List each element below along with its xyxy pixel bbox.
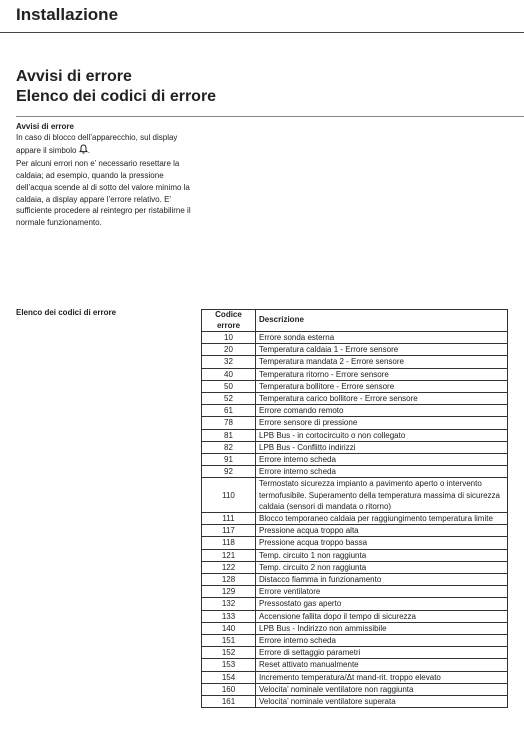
error-code-cell: 161 xyxy=(202,696,256,708)
error-code-cell: 78 xyxy=(202,417,256,429)
table-row xyxy=(202,647,508,659)
error-description-cell: Errore interno scheda xyxy=(256,466,508,478)
table-row xyxy=(202,610,508,622)
error-description-cell: LPB Bus - Indirizzo non ammissibile xyxy=(256,622,508,634)
error-code-cell: 111 xyxy=(202,513,256,525)
error-description-cell: Temp. circuito 2 non raggiunta xyxy=(256,561,508,573)
error-code-cell: 122 xyxy=(202,561,256,573)
table-row xyxy=(202,561,508,573)
table-header-row xyxy=(202,310,508,332)
error-description-cell: Temperatura carico bollitore - Errore sensore xyxy=(256,393,508,405)
table-row xyxy=(202,368,508,380)
table-row xyxy=(202,393,508,405)
error-code-cell: 132 xyxy=(202,598,256,610)
error-code-cell: 32 xyxy=(202,356,256,368)
table-row xyxy=(202,671,508,683)
error-code-cell: 50 xyxy=(202,380,256,392)
error-description-cell: Pressione acqua troppo bassa xyxy=(256,537,508,549)
error-code-cell: 61 xyxy=(202,405,256,417)
table-row xyxy=(202,549,508,561)
error-description-cell: LPB Bus - in cortocircuito o non collegato xyxy=(256,429,508,441)
error-code-cell: 154 xyxy=(202,671,256,683)
error-description-cell: Incremento temperatura/Δt mand-rit. troppo elevato xyxy=(256,671,508,683)
error-description-cell: Errore sonda esterna xyxy=(256,332,508,344)
error-code-cell: 153 xyxy=(202,659,256,671)
error-code-cell: 133 xyxy=(202,610,256,622)
table-row xyxy=(202,441,508,453)
error-code-cell: 91 xyxy=(202,454,256,466)
error-description-cell: Velocita’ nominale ventilatore non raggiunta xyxy=(256,683,508,695)
error-description-cell: Errore comando remoto xyxy=(256,405,508,417)
error-description-cell: Termostato sicurezza impianto a pavimento aperto o intervento termofusibile. Superamento della temperatura massima di sicurezza caldaia (sensori di mandata o ritorno) xyxy=(256,478,508,513)
table-row xyxy=(202,574,508,586)
table-row xyxy=(202,380,508,392)
error-code-cell: 92 xyxy=(202,466,256,478)
error-description-cell: Accensione fallita dopo il tempo di sicurezza xyxy=(256,610,508,622)
table-row xyxy=(202,344,508,356)
bell-icon xyxy=(79,144,88,158)
header-code: Codice errore xyxy=(202,310,256,332)
error-description-cell: Errore ventilatore xyxy=(256,586,508,598)
error-description-cell: Blocco temporaneo caldaia per raggiungimento temperatura limite xyxy=(256,513,508,525)
error-code-cell: 40 xyxy=(202,368,256,380)
table-row xyxy=(202,586,508,598)
error-description-cell: Temperatura ritorno - Errore sensore xyxy=(256,368,508,380)
error-code-cell: 151 xyxy=(202,635,256,647)
error-description-cell: Temperatura caldaia 1 - Errore sensore xyxy=(256,344,508,356)
error-description-cell: Velocita’ nominale ventilatore superata xyxy=(256,696,508,708)
table-row xyxy=(202,466,508,478)
table-row xyxy=(202,478,508,513)
table-row xyxy=(202,332,508,344)
error-code-cell: 128 xyxy=(202,574,256,586)
error-description-cell: Temp. circuito 1 non raggiunta xyxy=(256,549,508,561)
error-code-cell: 110 xyxy=(202,478,256,513)
error-codes-table xyxy=(201,309,508,708)
table-row xyxy=(202,659,508,671)
table-row xyxy=(202,417,508,429)
page-title-line-1: Avvisi di errore xyxy=(16,68,132,85)
error-code-cell: 121 xyxy=(202,549,256,561)
table-row xyxy=(202,525,508,537)
error-description-cell: Temperatura bollitore - Errore sensore xyxy=(256,380,508,392)
error-description-cell: Errore interno scheda xyxy=(256,635,508,647)
error-description-cell: Errore di settaggio parametri xyxy=(256,647,508,659)
header-title: Installazione xyxy=(16,5,119,24)
section-divider xyxy=(16,116,524,117)
table-row xyxy=(202,429,508,441)
error-description-cell: LPB Bus - Conflitto indirizzi xyxy=(256,441,508,453)
error-code-cell: 160 xyxy=(202,683,256,695)
error-description-cell: Temperatura mandata 2 - Errore sensore xyxy=(256,356,508,368)
error-description-cell: Reset attivato manualmente xyxy=(256,659,508,671)
error-code-cell: 118 xyxy=(202,537,256,549)
error-code-cell: 117 xyxy=(202,525,256,537)
error-code-cell: 81 xyxy=(202,429,256,441)
error-code-cell: 20 xyxy=(202,344,256,356)
error-code-cell: 52 xyxy=(202,393,256,405)
error-description-cell: Distacco fiamma in funzionamento xyxy=(256,574,508,586)
error-description-cell: Errore sensore di pressione xyxy=(256,417,508,429)
table-row xyxy=(202,635,508,647)
table-row xyxy=(202,696,508,708)
error-code-cell: 10 xyxy=(202,332,256,344)
header-divider xyxy=(0,32,524,33)
error-code-cell: 129 xyxy=(202,586,256,598)
table-label: Elenco dei codici di errore xyxy=(16,308,117,317)
error-code-cell: 82 xyxy=(202,441,256,453)
section-title: Avvisi di errore xyxy=(16,122,74,131)
table-row xyxy=(202,683,508,695)
table-row xyxy=(202,454,508,466)
error-description-cell: Pressione acqua troppo alta xyxy=(256,525,508,537)
error-code-cell: 152 xyxy=(202,647,256,659)
table-row xyxy=(202,598,508,610)
table-row xyxy=(202,405,508,417)
error-description-cell: Errore interno scheda xyxy=(256,454,508,466)
error-description-cell: Pressostato gas aperto xyxy=(256,598,508,610)
table-row xyxy=(202,513,508,525)
table-row xyxy=(202,537,508,549)
page-title xyxy=(16,67,216,107)
paragraph-text-1: In caso di blocco dell’apparecchio, sul display appare il simbolo xyxy=(16,133,178,155)
paragraph-text-1-end: . xyxy=(87,145,90,155)
table-row xyxy=(202,356,508,368)
section-paragraph xyxy=(16,132,196,229)
page-title-line-2: Elenco dei codici di errore xyxy=(16,88,217,105)
header-description: Descrizione xyxy=(256,310,508,332)
table-row xyxy=(202,622,508,634)
error-code-cell: 140 xyxy=(202,622,256,634)
paragraph-text-2: Per alcuni errori non e’ necessario resettare la caldaia; ad esempio, quando la pressione dell’acqua scende al di sotto del valore minimo la caldaia, a display appare l’errore relativo. E’ sufficiente procedere al reintegro per ristabilirne il normale funzionamento. xyxy=(16,158,191,228)
